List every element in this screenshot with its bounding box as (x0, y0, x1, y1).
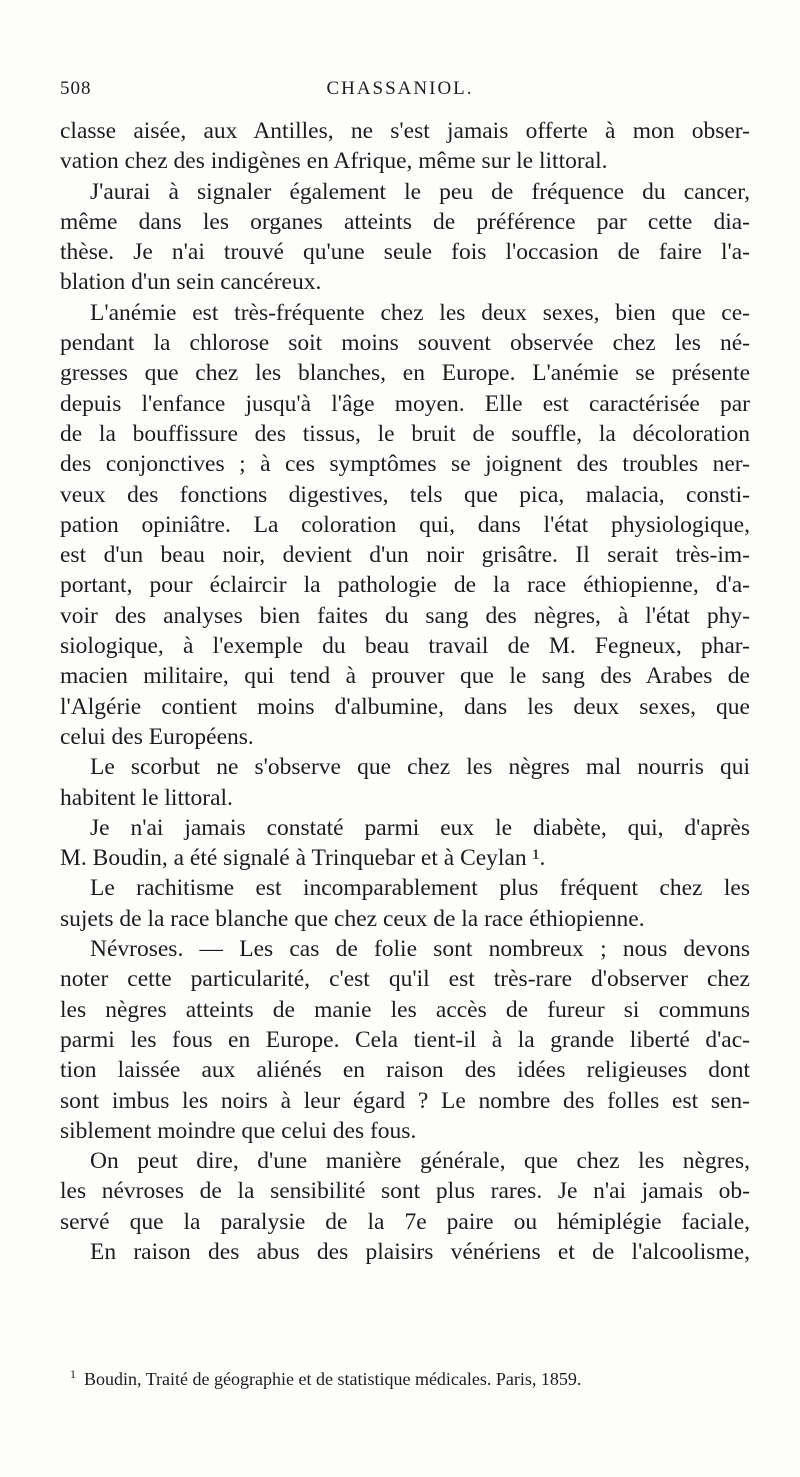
text-line: les névroses de la sensibilité sont plus rares. Je n'ai jamais ob- (60, 1178, 750, 1205)
running-head (60, 78, 740, 104)
text-line: On peut dire, d'une manière générale, que chez les nègres, (90, 1148, 750, 1175)
running-title: CHASSANIOL. (326, 78, 474, 99)
text-line: l'Algérie contient moins d'albumine, dans les deux sexes, que (60, 693, 750, 720)
text-line: En raison des abus des plaisirs vénériens et de l'alcoolisme, (90, 1238, 750, 1265)
text-line: noter cette particularité, c'est qu'il est très-rare d'observer chez (60, 966, 750, 993)
text-line: servé que la paralysie de la 7e paire ou hémiplégie faciale, (60, 1208, 750, 1235)
text-line: habitent le littoral. (60, 784, 233, 811)
text-line: tion laissée aux aliénés en raison des idées religieuses dont (60, 1057, 750, 1084)
text-line: les nègres atteints de manie les accès de fureur si communs (60, 996, 750, 1023)
text-line: est d'un beau noir, devient d'un noir grisâtre. Il serait très-im- (60, 542, 750, 569)
text-line: thèse. Je n'ai trouvé qu'une seule fois l'occasion de faire l'a- (60, 239, 750, 266)
text-line: vation chez des indigènes en Afrique, même sur le littoral. (60, 148, 608, 175)
footnote (60, 1362, 750, 1391)
text-line: Le scorbut ne s'observe que chez les nègres mal nourris qui (90, 754, 750, 781)
text-line: macien militaire, qui tend à prouver que le sang des Arabes de (60, 663, 750, 690)
text-line: même dans les organes atteints de préférence par cette dia- (60, 208, 750, 235)
text-line: pendant la chlorose soit moins souvent observée chez les né- (60, 330, 750, 357)
footnote-marker: 1 (70, 1367, 76, 1381)
text-line: Névroses. — Les cas de folie sont nombreux ; nous devons (90, 936, 750, 963)
text-line: sont imbus les noirs à leur égard ? Le nombre des folles est sen- (60, 1087, 750, 1114)
text-line: classe aisée, aux Antilles, ne s'est jamais offerte à mon obser- (60, 118, 750, 144)
text-line: des conjonctives ; à ces symptômes se joignent des troubles ner- (60, 451, 750, 478)
text-line: J'aurai à signaler également le peu de fréquence du cancer, (90, 178, 750, 205)
text-line: siologique, à l'exemple du beau travail de M. Fegneux, phar- (60, 633, 750, 660)
text-line: blation d'un sein cancéreux. (60, 269, 322, 296)
text-line: celui des Européens. (60, 723, 254, 750)
body-text (60, 116, 750, 1267)
text-line: sujets de la race blanche que chez ceux de la race éthiopienne. (60, 905, 645, 932)
text-line: siblement moindre que celui des fous. (60, 1117, 417, 1144)
text-line: veux des fonctions digestives, tels que pica, malacia, consti- (60, 481, 750, 508)
text-line: de la bouffissure des tissus, le bruit de souffle, la décoloration (60, 420, 750, 447)
text-line: pation opiniâtre. La coloration qui, dans l'état physiologique, (60, 511, 750, 538)
text-line: Je n'ai jamais constaté parmi eux le diabète, qui, d'après (90, 814, 750, 841)
page-number: 508 (60, 78, 92, 99)
text-line: Le rachitisme est incomparablement plus fréquent chez les (90, 875, 750, 902)
text-line: parmi les fous en Europe. Cela tient-il à la grande liberté d'ac- (60, 1026, 750, 1053)
text-line: depuis l'enfance jusqu'à l'âge moyen. Elle est caractérisée par (60, 390, 750, 417)
text-line: voir des analyses bien faites du sang des nègres, à l'état phy- (60, 602, 750, 629)
text-line: gresses que chez les blanches, en Europe. L'anémie se présente (60, 360, 750, 387)
text-line: L'anémie est très-fréquente chez les deux sexes, bien que ce- (90, 299, 750, 326)
text-line: portant, pour éclaircir la pathologie de la race éthiopienne, d'a- (60, 572, 750, 599)
footnote-text: Boudin, Traité de géographie et de statistique médicales. Paris, 1859. (84, 1369, 582, 1389)
text-line: M. Boudin, a été signalé à Trinquebar et à Ceylan ¹. (60, 845, 546, 872)
